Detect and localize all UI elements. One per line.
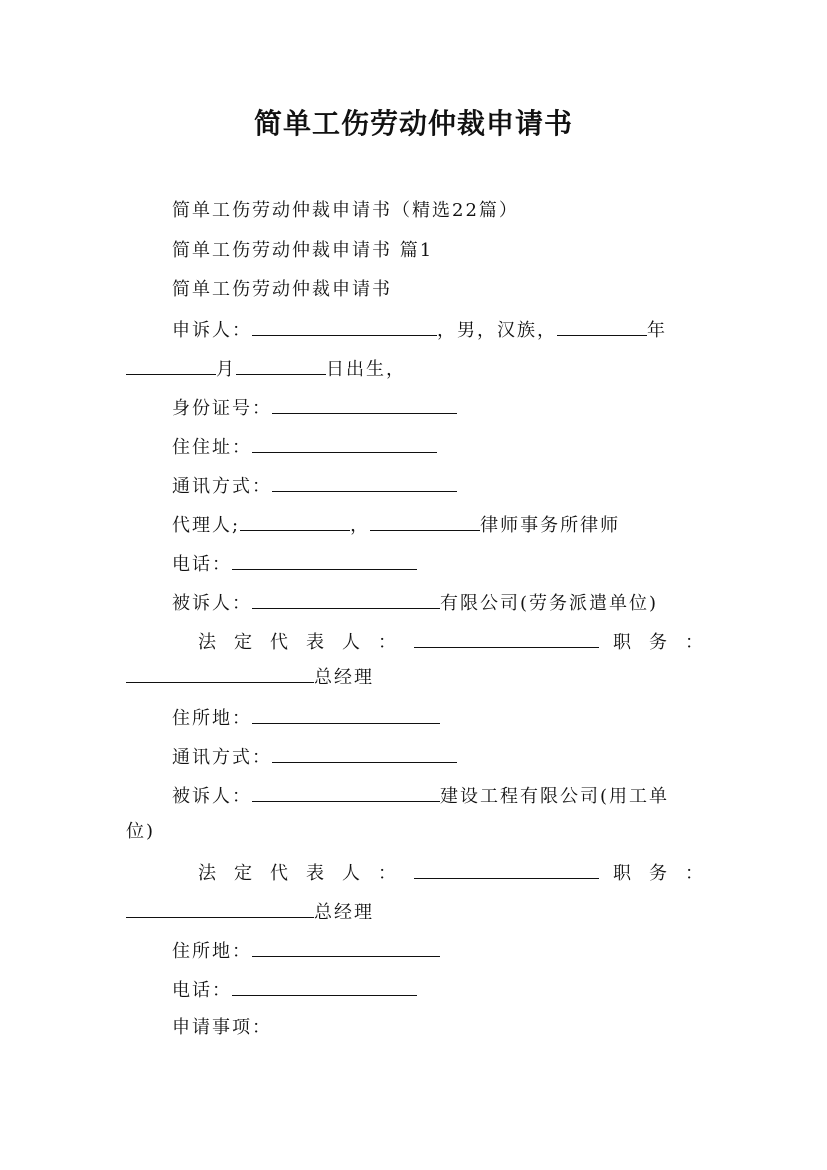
agent-label: 代理人; [172,515,241,536]
birthdate-line [126,356,406,382]
id-number-blank[interactable] [272,395,457,414]
birth-year-blank[interactable] [557,317,647,336]
section-heading-text: 简单工伤劳动仲裁申请书 篇1 [172,240,434,261]
complainant-name-blank[interactable] [252,317,437,336]
respondent1-label: 被诉人： [172,593,252,614]
contact2-blank[interactable] [272,744,457,763]
legal-rep1-blank[interactable] [414,629,599,648]
phone2-line [172,977,417,1003]
address-label: 住住址： [172,437,252,458]
domicile1-blank[interactable] [252,705,440,724]
legal-rep2-line [198,860,721,886]
subtitle-text: 简单工伤劳动仲裁申请书（精选22篇） [172,200,519,221]
id-label: 身份证号： [172,398,272,419]
legal-rep2-label: 法定代表人： [198,863,414,884]
complainant-line [172,317,667,343]
form-title-text: 简单工伤劳动仲裁申请书 [172,279,392,300]
phone-blank[interactable] [232,551,417,570]
agent-name-blank[interactable] [240,512,350,531]
address-line [172,434,437,460]
birth-label: 日出生， [326,359,406,380]
respondent1-line [172,590,658,616]
position1-blank[interactable] [126,664,314,683]
request-label: 申请事项： [172,1017,272,1038]
legal-rep1-label: 法定代表人： [198,632,414,653]
request-line [172,1016,272,1040]
position1-value: 总经理 [314,667,374,688]
respondent2-line [172,783,669,809]
position1-value-line [126,664,374,690]
position2-label: 职务： [613,863,721,884]
year-label: 年 [647,320,667,341]
position1-label: 职务： [613,632,721,653]
law-firm-text: 律师事务所律师 [480,515,621,536]
contact-blank[interactable] [272,473,457,492]
position2-value-line [126,899,374,925]
position2-value: 总经理 [314,902,374,923]
birth-month-blank[interactable] [126,356,216,375]
contact-label: 通讯方式： [172,476,272,497]
complainant-label: 申诉人： [172,320,252,341]
month-label: 月 [216,359,236,380]
position2-blank[interactable] [126,899,314,918]
legal-rep1-line [198,629,721,655]
agent-comma: ， [350,515,371,536]
form-title-line [172,278,392,302]
contact2-line [172,744,457,770]
respondent1-suffix: 有限公司(劳务派遣单位) [440,593,659,614]
id-line [172,395,457,421]
phone2-label: 电话： [172,980,232,1001]
section-heading [172,239,433,263]
domicile2-line [172,938,440,964]
contact2-label: 通讯方式： [172,747,272,768]
agent-line [172,512,620,538]
respondent2-name-blank[interactable] [252,783,440,802]
respondent1-name-blank[interactable] [252,590,440,609]
domicile2-blank[interactable] [252,938,440,957]
respondent2-wrap-line [126,820,155,844]
birth-day-blank[interactable] [236,356,326,375]
complainant-mid-text: ，男，汉族， [437,320,557,341]
respondent2-suffix: 建设工程有限公司(用工单 [440,786,670,807]
domicile1-line [172,705,440,731]
domicile1-label: 住所地： [172,708,252,729]
phone-line [172,551,417,577]
phone2-blank[interactable] [232,977,417,996]
respondent2-wrap: 位) [126,821,156,842]
document-title: 简单工伤劳动仲裁申请书 [253,107,573,140]
law-firm-blank[interactable] [370,512,480,531]
phone-label: 电话： [172,554,232,575]
legal-rep2-blank[interactable] [414,860,599,879]
respondent2-label: 被诉人： [172,786,252,807]
subtitle-line [172,199,519,223]
address-blank[interactable] [252,434,437,453]
contact-line [172,473,457,499]
domicile2-label: 住所地： [172,941,252,962]
